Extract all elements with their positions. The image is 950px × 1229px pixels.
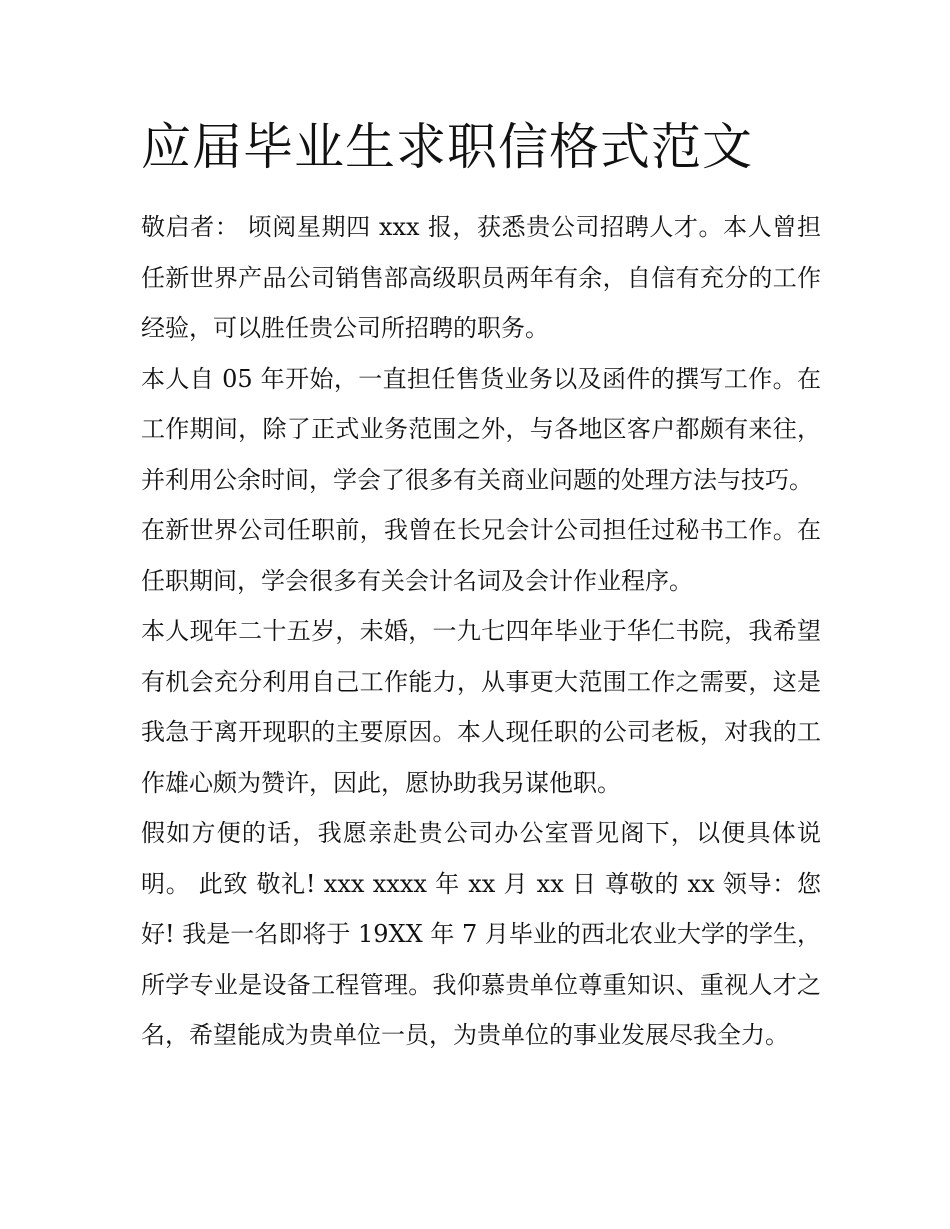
paragraph-2: 本人自 05 年开始，一直担任售货业务以及函件的撰写工作。在工作期间，除了正式业务范围之外，与各地区客户都颇有来往，并利用公余时间，学会了很多有关商业问题的处理方法与技巧。 (141, 364, 821, 494)
paragraph-3: 在新世界公司任职前，我曾在长兄会计公司担任过秘书工作。在任职期间，学会很多有关会计名词及会计作业程序。 (141, 516, 821, 595)
paragraph-5: 假如方便的话，我愿亲赴贵公司办公室晋见阁下，以便具体说明。 此致 敬礼! xxx xxxx 年 xx 月 xx 日 尊敬的 xx 领导：您好! 我是一名即将于 19XX 年 7 月毕业的西北农业大学的学生，所学专业是设备工程管理。我仰慕贵单位尊重知识、重视人才之名，希望能成为贵单位一员，为贵单位的事业发展尽我全力。 (141, 819, 821, 1049)
document-page (141, 112, 821, 1061)
paragraph-1: 敬启者： 顷阅星期四 xxx 报，获悉贵公司招聘人才。本人曾担任新世界产品公司销售部高级职员两年有余，自信有充分的工作经验，可以胜任贵公司所招聘的职务。 (141, 213, 821, 342)
document-title: 应届毕业生求职信格式范文 (141, 118, 753, 176)
paragraph-4: 本人现年二十五岁，未婚，一九七四年毕业于华仁书院，我希望有机会充分利用自己工作能力，从事更大范围工作之需要，这是我急于离开现职的主要原因。本人现任职的公司老板，对我的工作雄心颇为赞许，因此，愿协助我另谋他职。 (141, 617, 821, 797)
